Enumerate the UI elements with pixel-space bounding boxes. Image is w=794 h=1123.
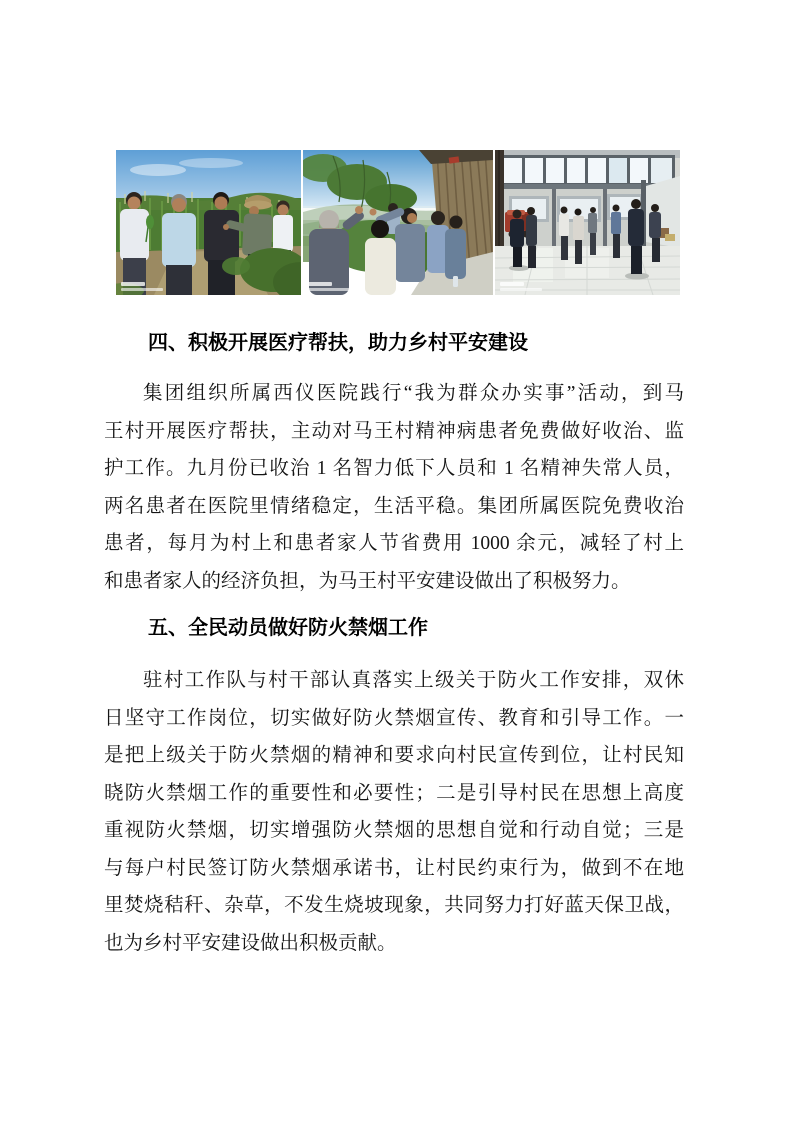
text-line: 与每户村民签订防火禁烟承诺书，让村民约束行为，做到不在地 — [104, 857, 684, 879]
camera-watermark-icon — [500, 282, 542, 291]
camera-watermark-icon — [308, 282, 350, 291]
cornfield-photo-graphic — [116, 150, 301, 295]
cornfield-group-photo — [116, 150, 301, 295]
text-line: 里焚烧秸秆、杂草，不发生烧坡现象，共同努力打好蓝天保卫战， — [104, 895, 684, 916]
section-five-paragraph — [104, 662, 684, 962]
text-line: 日坚守工作岗位，切实做好防火禁烟宣传、教育和引导工作。一 — [104, 707, 684, 729]
section-heading-five: 五、全民动员做好防火禁烟工作 — [148, 617, 428, 639]
warehouse-photo-graphic — [495, 150, 680, 295]
hillside-photo-graphic — [303, 150, 493, 295]
section-four-paragraph — [104, 375, 684, 600]
section-heading-four: 四、积极开展医疗帮扶，助力乡村平安建设 — [148, 332, 528, 354]
text-line: 是把上级关于防火禁烟的精神和要求向村民宣传到位，让村民知 — [104, 745, 684, 766]
text-line: 两名患者在医院里情绪稳定，生活平稳。集团所属医院免费收治 — [104, 495, 684, 517]
text-line: 驻村工作队与村干部认真落实上级关于防火工作安排，双休 — [143, 670, 684, 691]
warehouse-visit-photo — [495, 150, 680, 295]
camera-watermark-icon — [121, 282, 163, 291]
text-line: 重视防火禁烟，切实增强防火禁烟的思想自觉和行动自觉；三是 — [104, 820, 684, 841]
photo-row — [116, 150, 680, 295]
text-line: 护工作。九月份已收治 1 名智力低下人员和 1 名精神失常人员， — [104, 458, 684, 479]
text-line: 晓防火禁烟工作的重要性和必要性；二是引导村民在思想上高度 — [104, 782, 684, 804]
text-line: 王村开展医疗帮扶，主动对马王村精神病患者免费做好收治、监 — [104, 420, 684, 442]
text-line: 也为乡村平安建设做出积极贡献。 — [104, 932, 397, 954]
hillside-observation-photo — [303, 150, 493, 295]
text-line: 集团组织所属西仪医院践行“我为群众办实事”活动，到马 — [143, 383, 684, 404]
text-line: 患者，每月为村上和患者家人节省费用 1000 余元，减轻了村上 — [104, 533, 684, 554]
text-line: 和患者家人的经济负担，为马王村平安建设做出了积极努力。 — [104, 570, 631, 592]
